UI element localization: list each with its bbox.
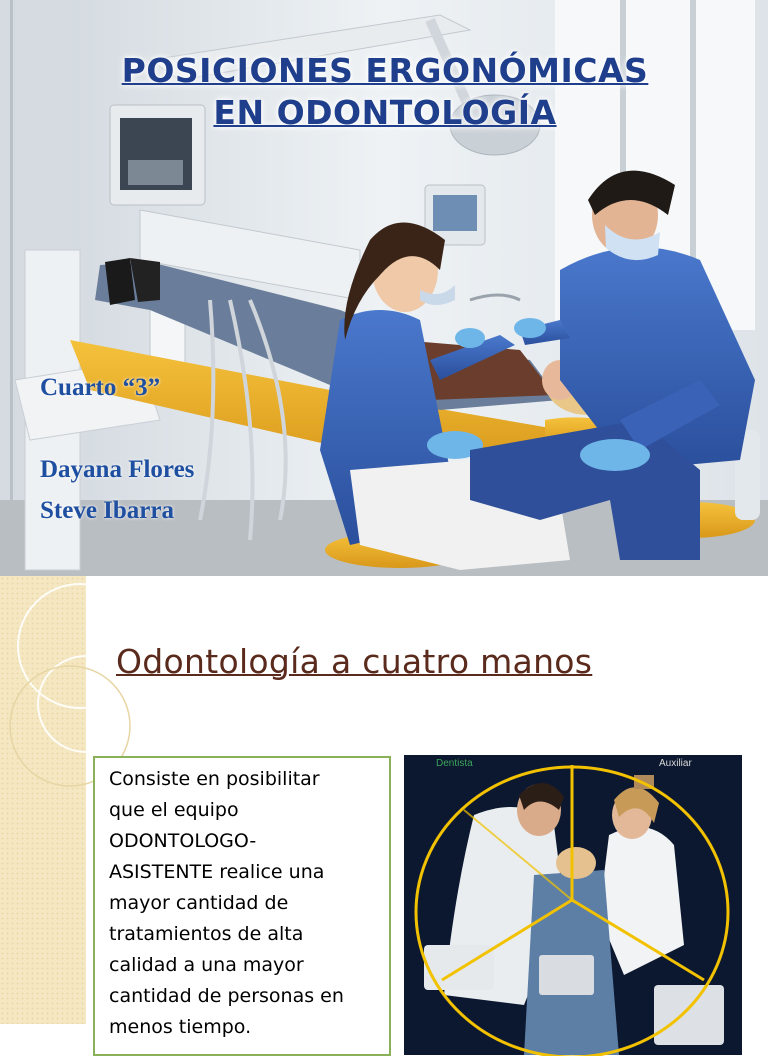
course-label: Cuarto “3” xyxy=(40,374,161,401)
label-dentista: Dentista xyxy=(436,758,473,769)
decorative-side-strip xyxy=(0,576,86,1024)
cover-title-line-1: POSICIONES ERGONÓMICAS xyxy=(121,51,649,90)
text-line: que el equipo xyxy=(109,799,239,821)
label-auxiliar: Auxiliar xyxy=(659,758,692,769)
four-hands-illustration xyxy=(404,755,742,1055)
definition-textbox xyxy=(93,756,391,1056)
text-line: ODONTOLOGO- xyxy=(109,830,257,852)
text-line: cantidad de personas en xyxy=(109,985,344,1007)
text-line: tratamientos de alta xyxy=(109,923,304,945)
text-line: Consiste en posibilitar xyxy=(109,768,320,790)
text-line: ASISTENTE realice una xyxy=(109,861,325,883)
four-hands-diagram-photo xyxy=(404,755,742,1055)
cover-title-line-2: EN ODONTOLOGÍA xyxy=(213,93,557,132)
text-line: menos tiempo. xyxy=(109,1016,252,1038)
slide-four-hands xyxy=(0,576,768,1038)
slide-title: Odontología a cuatro manos xyxy=(116,642,593,681)
text-line: mayor cantidad de xyxy=(109,892,289,914)
text-line: calidad a una mayor xyxy=(109,954,304,976)
decorative-circles xyxy=(0,576,86,1024)
cover-title xyxy=(40,50,730,134)
author-2: Steve Ibarra xyxy=(40,497,174,524)
author-1: Dayana Flores xyxy=(40,456,195,483)
